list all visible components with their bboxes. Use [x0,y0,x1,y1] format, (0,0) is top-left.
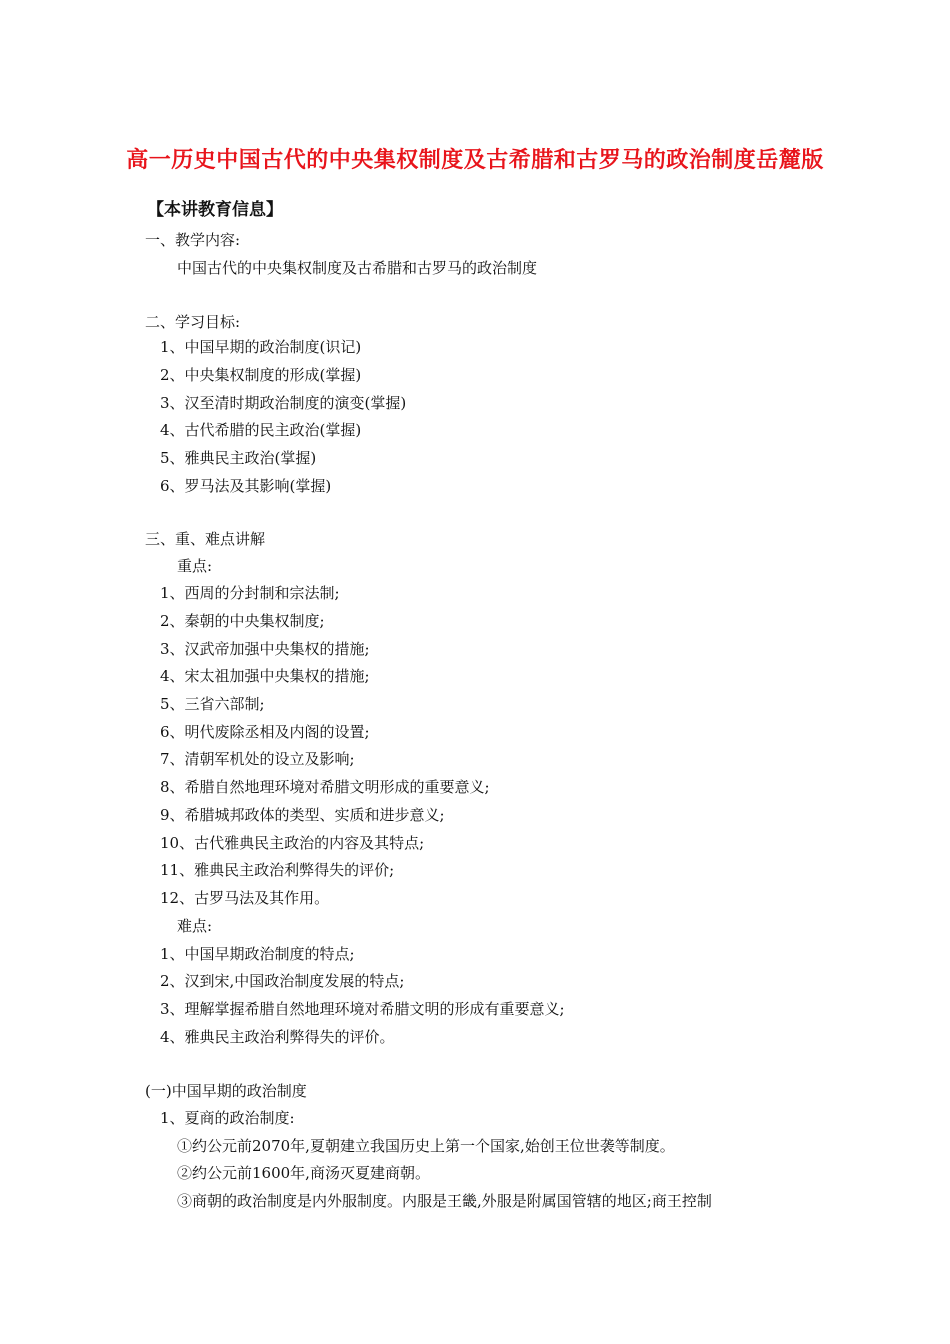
objective-item: 6、罗马法及其影响(掌握) [160,477,332,495]
focus-item: 4、宋太祖加强中央集权的措施; [160,667,370,685]
focus-item: 2、秦朝的中央集权制度; [160,612,325,630]
teaching-content-label: 一、教学内容: [145,231,241,249]
focus-label: 重点: [177,557,213,575]
focus-item: 12、古罗马法及其作用。 [160,889,330,907]
part-one-sub-label: 1、夏商的政治制度: [160,1109,295,1127]
key-points-label: 三、重、难点讲解 [145,530,266,548]
focus-item: 6、明代废除丞相及内阁的设置; [160,723,370,741]
section-heading: 【本讲教育信息】 [147,200,283,220]
difficulty-item: 1、中国早期政治制度的特点; [160,945,355,963]
document-title: 高一历史中国古代的中央集权制度及古希腊和古罗马的政治制度岳麓版 [126,148,824,173]
focus-item: 1、西周的分封制和宗法制; [160,584,340,602]
part-one-item: ②约公元前1600年,商汤灭夏建商朝。 [177,1164,430,1182]
objective-item: 3、汉至清时期政治制度的演变(掌握) [160,394,407,412]
focus-item: 10、古代雅典民主政治的内容及其特点; [160,834,425,852]
focus-item: 7、清朝军机处的设立及影响; [160,750,355,768]
difficulty-label: 难点: [177,917,213,935]
difficulty-item: 4、雅典民主政治利弊得失的评价。 [160,1028,395,1046]
focus-item: 9、希腊城邦政体的类型、实质和进步意义; [160,806,445,824]
focus-item: 8、希腊自然地理环境对希腊文明形成的重要意义; [160,778,490,796]
difficulty-item: 2、汉到宋,中国政治制度发展的特点; [160,972,405,990]
part-one-item: ③商朝的政治制度是内外服制度。内服是王畿,外服是附属国管辖的地区;商王控制 [177,1192,712,1210]
part-one-item: ①约公元前2070年,夏朝建立我国历史上第一个国家,始创王位世袭等制度。 [177,1137,675,1155]
part-one-label: (一)中国早期的政治制度 [145,1082,307,1100]
objective-item: 5、雅典民主政治(掌握) [160,449,317,467]
focus-item: 5、三省六部制; [160,695,265,713]
focus-item: 11、雅典民主政治利弊得失的评价; [160,861,395,879]
objective-item: 4、古代希腊的民主政治(掌握) [160,421,362,439]
difficulty-item: 3、理解掌握希腊自然地理环境对希腊文明的形成有重要意义; [160,1000,565,1018]
teaching-content-text: 中国古代的中央集权制度及古希腊和古罗马的政治制度 [177,259,538,277]
focus-item: 3、汉武帝加强中央集权的措施; [160,640,370,658]
objective-item: 1、中国早期的政治制度(识记) [160,338,362,356]
objective-item: 2、中央集权制度的形成(掌握) [160,366,362,384]
objectives-label: 二、学习目标: [145,313,241,331]
